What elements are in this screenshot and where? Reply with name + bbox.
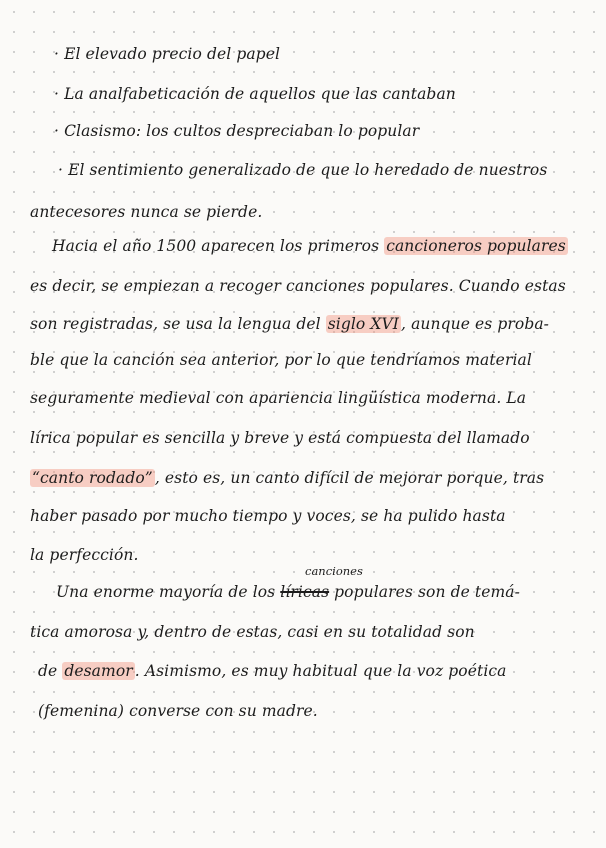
text-run: son registradas, se usa la lengua del <box>30 315 326 333</box>
paragraph-line <box>56 582 520 602</box>
bullet-text: Clasismo: los cultos despreciaban lo popular <box>64 122 420 140</box>
paragraph-line: lírica popular es sencilla y breve y está compuesta del llamado <box>30 429 530 447</box>
paragraph-line: ble que la canción sea anterior, por lo que tendríamos material <box>30 351 532 369</box>
text-run: Una enorme mayoría de los <box>56 583 281 601</box>
struck-word: líricas <box>280 583 330 601</box>
highlighted-term: siglo XVI <box>327 315 400 333</box>
bullet-item: · La analfabeticación de aquellos que las cantaban <box>54 85 456 103</box>
bullet-text: El elevado precio del papel <box>64 45 281 63</box>
paragraph-line <box>30 314 549 334</box>
paragraph-line: (femenina) converse con su madre. <box>38 702 318 720</box>
text-run: de <box>38 662 63 680</box>
bullet-item: · Clasismo: los cultos despreciaban lo popular <box>54 122 420 140</box>
bullet-text: La analfabeticación de aquellos que las cantaban <box>64 85 456 103</box>
bullet-continuation: antecesores nunca se pierde. <box>30 203 263 221</box>
paragraph-line: la perfección. <box>30 546 139 564</box>
paragraph-line: haber pasado por mucho tiempo y voces, se ha pulido hasta <box>30 507 506 525</box>
paragraph-line <box>52 236 568 256</box>
paragraph-line: tica amorosa y, dentro de estas, casi en su totalidad son <box>30 623 475 641</box>
text-run: . Asimismo, es muy habitual que la voz poética <box>134 662 507 680</box>
bullet-text: El sentimiento generalizado de que lo heredado de nuestros <box>68 161 548 179</box>
text-run: , esto es, un canto difícil de mejorar porque, tras <box>154 469 545 487</box>
highlighted-term: cancioneros populares <box>386 237 566 255</box>
highlighted-term: desamor <box>64 662 133 680</box>
paragraph-line: seguramente medieval con apariencia lingüística moderna. La <box>30 389 527 407</box>
text-run: populares son de temá- <box>329 583 520 601</box>
highlighted-term: “canto rodado” <box>32 469 153 487</box>
bullet-item: · El sentimiento generalizado de que lo heredado de nuestros <box>58 161 548 179</box>
text-run: , aunque es proba- <box>401 315 550 333</box>
paragraph-line <box>30 468 544 488</box>
text-run: Hacia el año 1500 aparecen los primeros <box>52 237 385 255</box>
paragraph-line: es decir, se empiezan a recoger canciones populares. Cuando estas <box>30 277 566 295</box>
inserted-word: canciones <box>305 564 363 578</box>
bullet-item: · El elevado precio del papel <box>54 45 281 63</box>
paragraph-line <box>38 661 507 681</box>
